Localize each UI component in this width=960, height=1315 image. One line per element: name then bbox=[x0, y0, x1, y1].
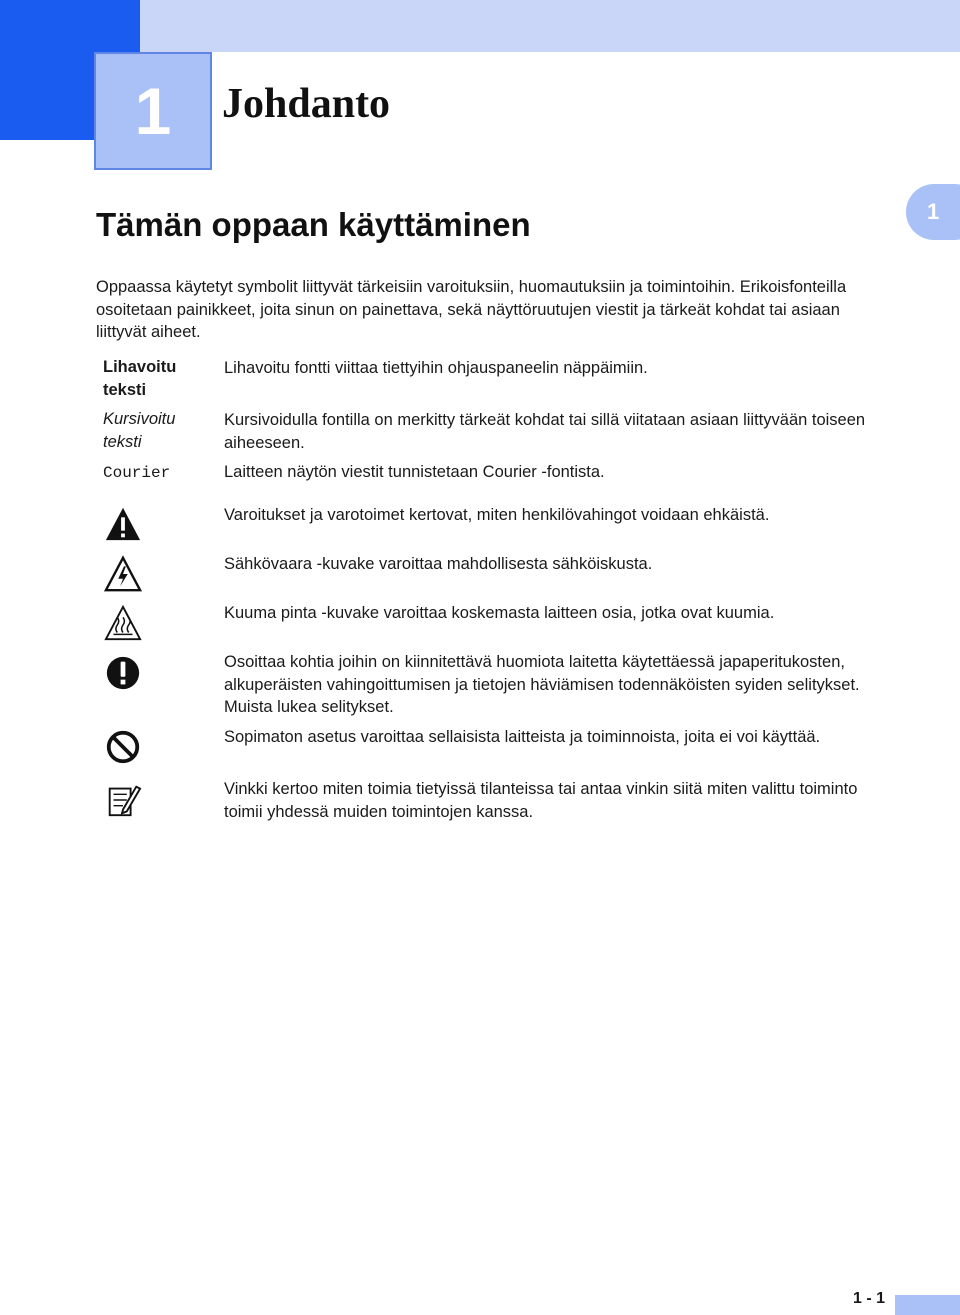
desc-courier: Laitteen näytön viestit tunnistetaan Courier -fontista. bbox=[224, 463, 605, 481]
term-courier: Courier bbox=[103, 464, 171, 482]
desc-caution: Osoittaa kohtia joihin on kiinnitettävä huomiota laitetta käytettäessä japaperitukosten, alkuperäisten vahingoittumisen ja tietojen häviämisen todennäköisten syiden selitykset. Muista lukea selitykset. bbox=[224, 653, 860, 716]
warning-icon bbox=[104, 505, 142, 543]
caution-exclamation-icon bbox=[104, 654, 142, 692]
desc-warning: Varoitukset ja varotoimet kertovat, miten henkilövahingot voidaan ehkäistä. bbox=[224, 506, 770, 524]
section-title: Tämän oppaan käyttäminen bbox=[96, 206, 531, 243]
desc-hot-surface: Kuuma pinta -kuvake varoittaa koskemasta laitteen osia, jotka ovat kuumia. bbox=[224, 604, 775, 622]
desc-note: Vinkki kertoo miten toimia tietyissä tilanteissa tai antaa vinkin siitä miten valittu toiminto toimii yhdessä muiden toimintojen kanssa. bbox=[224, 780, 858, 821]
hot-surface-icon bbox=[104, 604, 142, 642]
chapter-title: Johdanto bbox=[222, 81, 391, 127]
chapter-side-tab bbox=[906, 184, 960, 240]
chapter-number: 1 bbox=[94, 52, 212, 170]
desc-electrical: Sähkövaara -kuvake varoittaa mahdollisesta sähköiskusta. bbox=[224, 555, 653, 573]
intro-paragraph: Oppaassa käytetyt symbolit liittyvät tärkeisiin varoituksiin, huomautuksiin ja toimintoihin. Erikoisfonteilla osoitetaan painikkeet, joita sinun on painettava, sekä näyttöruutujen viestit ja tärkeät kohdat tai asiaan liittyvät aiheet. bbox=[96, 278, 847, 341]
side-tab-label: 1 bbox=[927, 199, 940, 224]
header-band bbox=[140, 0, 960, 52]
note-icon bbox=[104, 781, 142, 819]
footer-accent-bar bbox=[895, 1295, 960, 1315]
electrical-hazard-icon bbox=[104, 555, 142, 593]
term-bold: Lihavoitu teksti bbox=[103, 358, 177, 399]
desc-italic: Kursivoidulla fontilla on merkitty tärkeät kohdat tai sillä viitataan asiaan liittyvään toiseen aiheeseen. bbox=[224, 411, 866, 452]
desc-bold: Lihavoitu fontti viittaa tiettyihin ohjauspaneelin näppäimiin. bbox=[224, 359, 648, 377]
page-number: 1 - 1 bbox=[853, 1290, 886, 1307]
term-italic: Kursivoitu teksti bbox=[103, 410, 176, 451]
prohibited-icon bbox=[104, 728, 142, 766]
desc-prohibited: Sopimaton asetus varoittaa sellaisista laitteista ja toiminnoista, joita ei voi käyttää. bbox=[224, 728, 821, 746]
